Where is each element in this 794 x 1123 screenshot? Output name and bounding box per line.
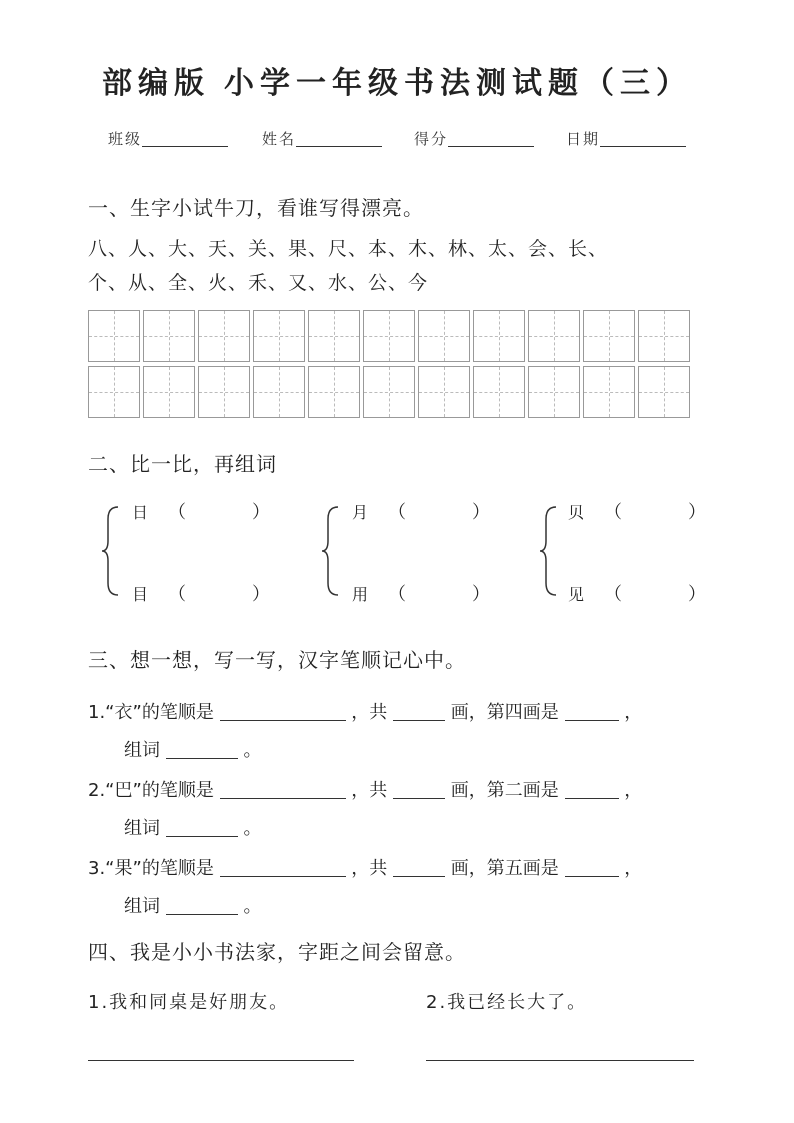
- pair3-top-open: （: [604, 502, 622, 523]
- brace-icon: [100, 505, 122, 597]
- date-field[interactable]: [566, 128, 686, 149]
- stroke-count-blank[interactable]: [393, 782, 445, 799]
- writing-line-1[interactable]: [88, 1060, 354, 1061]
- pair1-bottom-open: （: [168, 584, 186, 605]
- char-list-line1: 八、人、大、天、关、果、尺、本、木、林、太、会、长、: [88, 238, 609, 260]
- page-title: [0, 58, 794, 102]
- name-field[interactable]: [262, 128, 382, 149]
- stroke-order-blank[interactable]: [220, 782, 346, 799]
- pair1-bottom-char: 目: [132, 585, 149, 604]
- score-label: 得分: [414, 130, 449, 148]
- writing-cell[interactable]: [638, 310, 690, 362]
- writing-cell[interactable]: [198, 366, 250, 418]
- pair3-top-char: 贝: [568, 503, 585, 522]
- nth-stroke-blank[interactable]: [565, 782, 619, 799]
- word-blank[interactable]: [166, 898, 238, 915]
- writing-cell[interactable]: [143, 310, 195, 362]
- writing-grid-row2: [88, 366, 690, 418]
- pair3-bottom-close: ）: [688, 584, 706, 605]
- name-label: 姓名: [262, 130, 297, 148]
- stroke-order-blank[interactable]: [220, 704, 346, 721]
- stroke-question-1: 1.“衣”的笔顺是 ，共 画，第四画是 ，: [88, 702, 643, 723]
- writing-cell[interactable]: [473, 366, 525, 418]
- stroke-count-blank[interactable]: [393, 860, 445, 877]
- writing-cell[interactable]: [88, 310, 140, 362]
- writing-cell[interactable]: [253, 310, 305, 362]
- pair3-bottom-char: 见: [568, 585, 585, 604]
- writing-cell[interactable]: [528, 366, 580, 418]
- sentence-1: 1.我和同桌是好朋友。: [88, 992, 290, 1013]
- nth-stroke-blank[interactable]: [565, 704, 619, 721]
- score-blank[interactable]: [448, 132, 534, 147]
- writing-cell[interactable]: [143, 366, 195, 418]
- word-blank[interactable]: [166, 742, 238, 759]
- pair1-bottom-close: ）: [252, 584, 270, 605]
- section4-heading: 四、我是小小书法家，字距之间会留意。: [88, 940, 466, 964]
- writing-line-2[interactable]: [426, 1060, 694, 1061]
- pair1-top-open: （: [168, 502, 186, 523]
- stroke-question-3: 3.“果”的笔顺是 ，共 画，第五画是 ，: [88, 858, 643, 879]
- stroke-order-blank[interactable]: [220, 860, 346, 877]
- char-list-line2: 个、从、全、火、禾、又、水、公、今: [88, 272, 429, 294]
- writing-cell[interactable]: [638, 366, 690, 418]
- writing-cell[interactable]: [418, 366, 470, 418]
- sentence-2: 2.我已经长大了。: [426, 992, 588, 1013]
- class-label: 班级: [108, 130, 143, 148]
- score-field[interactable]: [414, 128, 534, 149]
- word-line-3: 组词 。: [124, 896, 262, 917]
- word-blank[interactable]: [166, 820, 238, 837]
- class-blank[interactable]: [142, 132, 228, 147]
- pair2-bottom-open: （: [388, 584, 406, 605]
- brace-icon: [538, 505, 560, 597]
- pair1-top-close: ）: [252, 502, 270, 523]
- pair2-top-char: 月: [352, 503, 369, 522]
- title-edition: 部编版: [102, 66, 210, 101]
- writing-cell[interactable]: [253, 366, 305, 418]
- section3-heading: 三、想一想，写一写，汉字笔顺记心中。: [88, 648, 466, 672]
- pair2-top-open: （: [388, 502, 406, 523]
- name-blank[interactable]: [296, 132, 382, 147]
- class-field[interactable]: [108, 128, 228, 149]
- writing-grid-row1: [88, 310, 690, 362]
- writing-cell[interactable]: [88, 366, 140, 418]
- writing-cell[interactable]: [583, 366, 635, 418]
- stroke-count-blank[interactable]: [393, 704, 445, 721]
- nth-stroke-blank[interactable]: [565, 860, 619, 877]
- pair2-bottom-char: 用: [352, 585, 369, 604]
- writing-cell[interactable]: [473, 310, 525, 362]
- writing-cell[interactable]: [308, 310, 360, 362]
- title-main: 小学一年级书法测试题（三）: [224, 66, 692, 101]
- writing-cell[interactable]: [198, 310, 250, 362]
- section1-heading: 一、生字小试牛刀，看谁写得漂亮。: [88, 196, 424, 220]
- writing-cell[interactable]: [363, 366, 415, 418]
- brace-icon: [320, 505, 342, 597]
- writing-cell[interactable]: [583, 310, 635, 362]
- stroke-question-2: 2.“巴”的笔顺是 ，共 画，第二画是 ，: [88, 780, 643, 801]
- writing-cell[interactable]: [308, 366, 360, 418]
- date-blank[interactable]: [600, 132, 686, 147]
- pair3-bottom-open: （: [604, 584, 622, 605]
- pair2-bottom-close: ）: [472, 584, 490, 605]
- pair2-top-close: ）: [472, 502, 490, 523]
- pair3-top-close: ）: [688, 502, 706, 523]
- word-line-1: 组词 。: [124, 740, 262, 761]
- writing-cell[interactable]: [363, 310, 415, 362]
- writing-cell[interactable]: [418, 310, 470, 362]
- word-line-2: 组词 。: [124, 818, 262, 839]
- writing-cell[interactable]: [528, 310, 580, 362]
- date-label: 日期: [566, 130, 601, 148]
- section2-heading: 二、比一比，再组词: [88, 452, 277, 476]
- pair1-top-char: 日: [132, 503, 149, 522]
